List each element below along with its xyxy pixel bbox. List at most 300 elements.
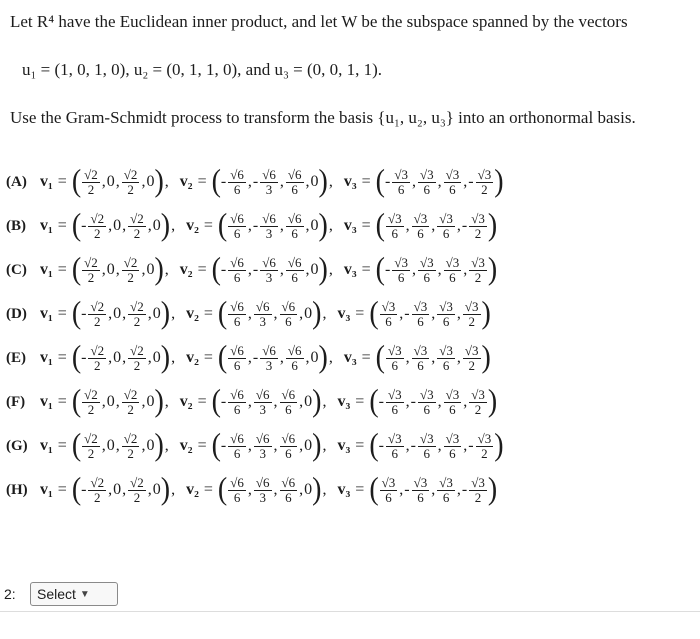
fraction-denominator: 6 (423, 269, 431, 285)
fraction-denominator: 2 (87, 445, 95, 461)
comma: , (328, 173, 333, 190)
right-paren: ) (160, 339, 171, 376)
fraction (380, 300, 398, 329)
fraction-denominator: 6 (391, 445, 399, 461)
comma: , (101, 173, 106, 190)
vector-component (81, 168, 101, 197)
fraction-numerator: √6 (287, 342, 302, 358)
fraction (286, 256, 304, 285)
equals-sign: = (57, 305, 67, 322)
answer-option[interactable] (6, 424, 696, 468)
vector-name: v₃ (337, 305, 351, 322)
fraction-denominator: 2 (474, 489, 482, 505)
component-sign: - (81, 481, 87, 498)
fraction-numerator: √3 (413, 474, 428, 490)
fraction-denominator: 6 (423, 445, 431, 461)
fraction (88, 212, 106, 241)
right-paren: ) (318, 251, 328, 288)
fraction (122, 168, 140, 197)
comma: , (164, 261, 169, 278)
component-sign: - (384, 173, 391, 190)
fraction-numerator: √3 (419, 430, 434, 446)
comma: , (431, 217, 436, 234)
vector-component (468, 388, 488, 417)
vector-component (304, 437, 312, 455)
equals-sign: = (197, 173, 207, 190)
fraction-numerator: √3 (419, 254, 434, 270)
fraction-numerator: √2 (84, 166, 98, 182)
vector-component (253, 432, 273, 461)
fraction (444, 168, 462, 197)
fraction-denominator: 6 (233, 357, 241, 373)
fraction (260, 168, 278, 197)
comma: , (305, 261, 310, 278)
component-value: 0 (152, 349, 161, 366)
vector-name: v₂ (179, 261, 193, 278)
vector-component (253, 212, 279, 241)
answer-option[interactable] (6, 380, 696, 424)
vector-name: v₃ (343, 349, 357, 366)
fraction-denominator: 6 (285, 313, 292, 329)
fraction (412, 344, 430, 373)
vector-component (436, 300, 456, 329)
fraction-numerator: √3 (471, 254, 485, 270)
fraction-numerator: √2 (130, 210, 144, 226)
answer-option[interactable] (6, 160, 696, 204)
fraction-denominator: 6 (291, 357, 298, 373)
component-value: 0 (152, 481, 161, 498)
fraction (254, 300, 272, 329)
left-paren: ( (71, 251, 82, 288)
comma: , (171, 217, 176, 234)
comma: , (164, 393, 169, 410)
equals-sign: = (197, 437, 207, 454)
vector-component (417, 168, 437, 197)
vector-component (153, 349, 161, 367)
vector-v3 (337, 427, 504, 464)
comma: , (247, 481, 252, 498)
fraction-denominator: 6 (233, 401, 241, 417)
left-paren: ( (71, 383, 82, 420)
fraction-denominator: 6 (417, 313, 424, 329)
fraction-numerator: √3 (381, 474, 396, 490)
vector-component (285, 344, 305, 373)
vector-name: v₃ (337, 393, 351, 410)
problem-instruction: Use the Gram-Schmidt process to transform the basis {u₁, u₂, u₃} into an orthonormal basis. (10, 108, 636, 127)
component-sign: - (410, 393, 416, 410)
comma: , (115, 173, 120, 190)
left-paren: ( (369, 383, 379, 420)
vector-component (279, 476, 299, 505)
left-paren: ( (71, 427, 82, 464)
fraction-denominator: 2 (468, 313, 475, 329)
comma: , (463, 261, 468, 278)
equals-sign: = (355, 393, 365, 410)
fraction (286, 168, 304, 197)
fraction-numerator: √6 (255, 386, 270, 402)
comma: , (247, 349, 252, 366)
fraction-numerator: √3 (387, 386, 402, 402)
fraction-numerator: √3 (464, 342, 479, 358)
fraction-denominator: 6 (285, 445, 292, 461)
fraction (128, 476, 146, 505)
fraction-denominator: 6 (442, 313, 450, 329)
left-paren: ( (217, 339, 228, 376)
comma: , (411, 173, 416, 190)
vector-component (311, 217, 319, 235)
vector-component (227, 476, 247, 505)
comma: , (399, 305, 404, 322)
fraction-numerator: √3 (439, 474, 453, 490)
vector-component (253, 476, 273, 505)
component-sign: - (81, 217, 87, 234)
fraction-numerator: √3 (464, 298, 479, 314)
fraction-numerator: √2 (130, 298, 144, 314)
fraction-numerator: √3 (419, 386, 434, 402)
vector-component (385, 168, 411, 197)
fraction (386, 212, 404, 241)
equals-sign: = (361, 349, 371, 366)
vector-component (127, 476, 147, 505)
fraction-denominator: 6 (233, 445, 241, 461)
vector-component (81, 476, 107, 505)
comma: , (299, 305, 304, 322)
vector-name: v₃ (343, 173, 357, 190)
fraction-numerator: √2 (84, 430, 98, 446)
vector-component (468, 168, 494, 197)
vector-component (146, 437, 154, 455)
fraction-numerator: √6 (255, 298, 270, 314)
component-sign: - (468, 173, 474, 190)
vector-component (253, 168, 279, 197)
fraction (122, 388, 140, 417)
comma: , (273, 437, 278, 454)
comma: , (164, 437, 169, 454)
vector-component (107, 393, 115, 411)
fraction (386, 432, 404, 461)
vector-component (285, 212, 305, 241)
fraction (260, 344, 278, 373)
comma: , (247, 305, 252, 322)
right-paren: ) (487, 471, 498, 508)
right-paren: ) (318, 163, 328, 200)
left-paren: ( (71, 207, 82, 244)
vector-component (227, 212, 247, 241)
vector-name: v₃ (337, 437, 351, 454)
equals-sign: = (57, 261, 67, 278)
right-paren: ) (154, 427, 164, 464)
fraction-denominator: 2 (127, 445, 134, 461)
fraction-numerator: √6 (230, 254, 244, 270)
vector-component (81, 344, 107, 373)
fraction (280, 388, 298, 417)
fraction (412, 300, 430, 329)
fraction-denominator: 3 (265, 357, 273, 373)
right-paren: ) (312, 383, 322, 420)
vector-component (81, 388, 101, 417)
comma: , (299, 481, 304, 498)
fraction-denominator: 6 (233, 225, 241, 241)
fraction-denominator: 3 (259, 401, 266, 417)
comma: , (431, 481, 436, 498)
fraction (463, 300, 481, 329)
vector-component (146, 393, 154, 411)
equals-sign: = (197, 261, 207, 278)
fraction-denominator: 6 (423, 401, 431, 417)
fraction (128, 344, 146, 373)
component-value: 0 (310, 349, 319, 366)
vector-component (411, 388, 437, 417)
fraction-denominator: 6 (397, 181, 405, 197)
fraction-numerator: √6 (262, 342, 276, 358)
vector-component (113, 481, 121, 499)
fraction (280, 432, 298, 461)
fraction-denominator: 6 (391, 357, 399, 373)
comma: , (115, 437, 120, 454)
left-paren: ( (211, 427, 221, 464)
fraction-denominator: 6 (449, 269, 456, 285)
fraction-numerator: √3 (471, 474, 485, 490)
component-value: 0 (304, 481, 313, 498)
vector-v2 (179, 427, 328, 464)
answer-option[interactable] (6, 292, 696, 336)
component-value: 0 (113, 349, 122, 366)
answer-option[interactable] (6, 204, 696, 248)
equals-sign: = (57, 437, 67, 454)
fraction-numerator: √6 (230, 386, 244, 402)
comma: , (456, 349, 461, 366)
comma: , (115, 393, 120, 410)
component-value: 0 (146, 173, 155, 190)
left-paren: ( (211, 163, 221, 200)
right-paren: ) (487, 251, 498, 288)
component-value: 0 (310, 173, 319, 190)
vector-v1 (40, 383, 170, 420)
vector-component (121, 388, 141, 417)
fraction-numerator: √3 (477, 430, 492, 446)
fraction-numerator: √6 (230, 342, 244, 358)
option-label: (D) (6, 305, 27, 322)
comma: , (108, 305, 113, 322)
fraction-numerator: √3 (445, 254, 460, 270)
vector-component (221, 388, 247, 417)
fraction-denominator: 2 (127, 181, 134, 197)
fraction-numerator: √6 (255, 474, 270, 490)
vector-component (443, 432, 463, 461)
comma: , (437, 261, 442, 278)
vector-component (462, 344, 482, 373)
component-sign: - (378, 393, 384, 410)
vector-v1 (40, 427, 170, 464)
vector-name: v₃ (343, 217, 357, 234)
right-paren: ) (312, 471, 322, 508)
vector-component (285, 168, 305, 197)
vector-component (304, 393, 312, 411)
vector-component (443, 168, 463, 197)
vector-component (462, 212, 488, 241)
right-paren: ) (312, 295, 322, 332)
vector-component (81, 256, 101, 285)
fraction (412, 476, 430, 505)
comma: , (431, 305, 436, 322)
vector-component (285, 256, 305, 285)
fraction-numerator: √6 (281, 386, 296, 402)
comma: , (122, 481, 127, 498)
comma: , (322, 305, 327, 322)
fraction-numerator: √2 (90, 342, 105, 358)
answer-option[interactable] (6, 468, 696, 512)
vector-name: v₃ (337, 481, 351, 498)
left-paren: ( (71, 339, 82, 376)
fraction (418, 256, 436, 285)
comma: , (273, 305, 278, 322)
fraction (228, 256, 246, 285)
fraction-denominator: 2 (94, 225, 101, 241)
comma: , (171, 481, 176, 498)
fraction-numerator: √6 (262, 210, 276, 226)
comma: , (305, 349, 310, 366)
right-paren: ) (154, 383, 164, 420)
vector-component (436, 344, 456, 373)
vector-component (379, 432, 405, 461)
fraction-numerator: √6 (287, 210, 302, 226)
fraction-denominator: 2 (133, 357, 141, 373)
fraction-denominator: 6 (233, 181, 241, 197)
comma: , (456, 305, 461, 322)
vector-v3 (337, 295, 491, 332)
fraction-denominator: 2 (94, 489, 101, 505)
fraction (463, 344, 481, 373)
fraction (254, 476, 272, 505)
equals-sign: = (355, 437, 365, 454)
fraction-numerator: √6 (281, 474, 296, 490)
right-paren: ) (160, 471, 171, 508)
equals-sign: = (355, 481, 365, 498)
component-value: 0 (304, 305, 313, 322)
right-paren: ) (481, 339, 491, 376)
comma: , (328, 349, 333, 366)
vector-v3 (343, 207, 498, 244)
fraction (437, 300, 455, 329)
fraction-numerator: √2 (84, 254, 98, 270)
fraction-denominator: 2 (127, 401, 134, 417)
vector-component (379, 388, 405, 417)
fraction-numerator: √3 (471, 210, 485, 226)
comma: , (279, 173, 284, 190)
fraction-denominator: 2 (133, 225, 141, 241)
fraction (88, 476, 106, 505)
comma: , (305, 173, 310, 190)
comma: , (305, 217, 310, 234)
vector-component (253, 256, 279, 285)
option-label: (A) (6, 173, 27, 190)
answer-option[interactable] (6, 336, 696, 380)
component-sign: - (404, 305, 410, 322)
fraction-denominator: 6 (423, 181, 431, 197)
vector-v3 (337, 383, 498, 420)
comma: , (141, 173, 146, 190)
left-paren: ( (211, 383, 221, 420)
fraction-denominator: 6 (417, 357, 424, 373)
vector-component (227, 300, 247, 329)
vector-component (121, 256, 141, 285)
option-label: (C) (6, 261, 27, 278)
component-value: 0 (113, 305, 122, 322)
fraction (228, 300, 246, 329)
option-label: (B) (6, 217, 26, 234)
fraction-numerator: √3 (445, 166, 460, 182)
vector-component (404, 476, 430, 505)
answer-option[interactable] (6, 248, 696, 292)
fraction-denominator: 6 (233, 313, 241, 329)
vector-component (153, 305, 161, 323)
vector-component (385, 256, 411, 285)
left-paren: ( (71, 471, 82, 508)
answer-select[interactable] (30, 582, 118, 606)
component-value: 0 (146, 393, 155, 410)
spanning-vectors: u₁ = (1, 0, 1, 0), u₂ = (0, 1, 1, 0), and u₃ = (0, 0, 1, 1). (22, 60, 383, 79)
comma: , (108, 481, 113, 498)
vector-component (113, 217, 121, 235)
comma: , (115, 261, 120, 278)
comma: , (273, 481, 278, 498)
comma: , (273, 393, 278, 410)
fraction-denominator: 6 (285, 401, 292, 417)
fraction-denominator: 6 (449, 445, 456, 461)
left-paren: ( (375, 207, 385, 244)
equals-sign: = (203, 305, 213, 322)
fraction (469, 256, 487, 285)
fraction-denominator: 2 (87, 269, 95, 285)
fraction-numerator: √2 (90, 474, 105, 490)
divider (0, 611, 700, 612)
fraction (82, 256, 100, 285)
fraction-denominator: 6 (417, 489, 424, 505)
fraction-numerator: √3 (381, 298, 396, 314)
fraction-numerator: √6 (255, 430, 270, 446)
fraction (280, 476, 298, 505)
comma: , (101, 261, 106, 278)
vector-component (379, 300, 399, 329)
comma: , (279, 217, 284, 234)
fraction (228, 168, 246, 197)
vector-v1 (40, 163, 170, 200)
fraction-numerator: √3 (413, 342, 428, 358)
vector-component (443, 256, 463, 285)
vector-v1 (40, 471, 176, 508)
fraction (469, 476, 487, 505)
left-paren: ( (375, 251, 385, 288)
vector-component (411, 212, 431, 241)
vector-component (411, 344, 431, 373)
component-value: 0 (113, 481, 122, 498)
fraction-numerator: √3 (419, 166, 434, 182)
comma: , (328, 261, 333, 278)
fraction (228, 476, 246, 505)
fraction-numerator: √6 (281, 430, 296, 446)
vector-name: v₂ (186, 305, 199, 322)
fraction-denominator: 2 (87, 401, 95, 417)
comma: , (431, 349, 436, 366)
fraction (228, 212, 246, 241)
comma: , (171, 305, 176, 322)
fraction-denominator: 6 (291, 225, 298, 241)
chevron-down-icon: ▼ (79, 588, 90, 600)
component-value: 0 (113, 217, 122, 234)
vector-v2 (179, 251, 334, 288)
fraction-numerator: √3 (387, 430, 402, 446)
comma: , (247, 173, 252, 190)
